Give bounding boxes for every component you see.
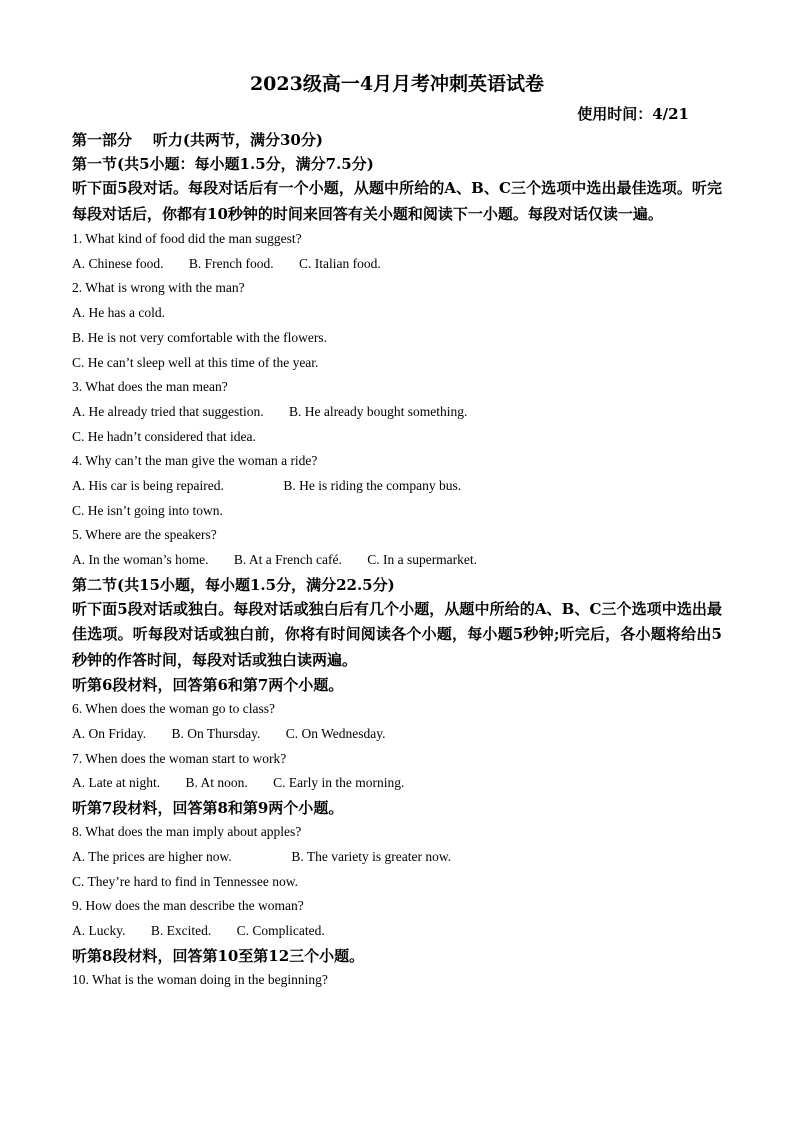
q6-option-a: A. On Friday. bbox=[72, 726, 147, 742]
q2-option-a: A. He has a cold. bbox=[72, 305, 165, 321]
q7-option-b: B. At noon. bbox=[185, 775, 248, 791]
q1-option-a: A. Chinese food. bbox=[72, 255, 164, 271]
q6-option-c: C. On Wednesday. bbox=[285, 726, 386, 742]
question-3: 3. What does the man mean? bbox=[72, 379, 228, 395]
q8-option-b: B. The variety is greater now. bbox=[291, 848, 452, 864]
q2-option-b: B. He is not very comfortable with the flowers. bbox=[72, 329, 327, 345]
question-4-options bbox=[72, 474, 722, 499]
question-9: 9. How does the man describe the woman? bbox=[72, 898, 304, 914]
q2-option-c: C. He can’t sleep well at this time of the year. bbox=[72, 354, 319, 370]
question-2: 2. What is wrong with the man? bbox=[72, 280, 245, 296]
material-8-heading: 听第8段材料，回答第10至第12三个小题。 bbox=[72, 946, 365, 965]
q8-option-c: C. They’re hard to find in Tennessee now. bbox=[72, 873, 298, 889]
question-6-options bbox=[72, 722, 722, 747]
question-3-options bbox=[72, 400, 722, 425]
material-7-heading: 听第7段材料，回答第8和第9两个小题。 bbox=[72, 799, 344, 818]
q7-option-a: A. Late at night. bbox=[72, 775, 161, 791]
q7-option-c: C. Early in the morning. bbox=[273, 775, 405, 791]
question-8-options bbox=[72, 845, 722, 870]
section1-instructions: 听下面5段对话。每段对话后有一个小题，从题中所给的A、B、C三个选项中选出最佳选项。听完每段对话后，你都有10秒钟的时间来回答有关小题和阅读下一小题。每段对话仅读一遍。 bbox=[72, 179, 722, 223]
section2-heading: 第二节(共15小题，每小题1.5分，满分22.5分) bbox=[72, 575, 395, 594]
q9-option-a: A. Lucky. bbox=[72, 922, 126, 938]
question-6: 6. When does the woman go to class? bbox=[72, 701, 275, 717]
question-4: 4. Why can’t the man give the woman a ride? bbox=[72, 453, 318, 469]
section2-instructions: 听下面5段对话或独白。每段对话或独白后有几个小题，从题中所给的A、B、C三个选项中选出最佳选项。听每段对话或独白前，你将有时间阅读各个小题，每小题5秒钟;听完后，各小题将给出5秒钟的作答时间，每段对话或独白读两遍。 bbox=[72, 599, 722, 669]
q4-option-b: B. He is riding the company bus. bbox=[283, 478, 462, 494]
q3-option-b: B. He already bought something. bbox=[288, 403, 468, 419]
section1-heading: 第一节(共5小题：每小题1.5分，满分7.5分) bbox=[72, 155, 374, 173]
question-7: 7. When does the woman start to work? bbox=[72, 750, 287, 766]
material-6-heading: 听第6段材料，回答第6和第7两个小题。 bbox=[72, 676, 344, 695]
exam-content bbox=[72, 128, 722, 992]
q3-option-c: C. He hadn’t considered that idea. bbox=[72, 428, 256, 444]
q8-option-a: A. The prices are higher now. bbox=[72, 848, 232, 864]
question-7-options bbox=[72, 771, 722, 796]
q5-option-b: B. At a French café. bbox=[233, 552, 342, 568]
usage-time: 使用时间：4/21 bbox=[577, 105, 689, 123]
q3-option-a: A. He already tried that suggestion. bbox=[72, 403, 264, 419]
question-10: 10. What is the woman doing in the beginning? bbox=[72, 971, 328, 987]
question-9-options bbox=[72, 919, 722, 944]
question-5-options bbox=[72, 548, 722, 573]
question-5: 5. Where are the speakers? bbox=[72, 527, 217, 543]
question-1: 1. What kind of food did the man suggest? bbox=[72, 231, 302, 246]
q6-option-b: B. On Thursday. bbox=[171, 726, 261, 742]
page-title: 2023级高一4月月考冲刺英语试卷 bbox=[249, 73, 545, 95]
q9-option-b: B. Excited. bbox=[150, 922, 212, 938]
q5-option-c: C. In a supermarket. bbox=[367, 552, 478, 568]
q1-option-c: C. Italian food. bbox=[299, 255, 381, 271]
q9-option-c: C. Complicated. bbox=[236, 922, 325, 938]
part1-heading: 第一部分 听力(共两节，满分30分) bbox=[72, 131, 323, 149]
q5-option-a: A. In the woman’s home. bbox=[72, 552, 209, 568]
q4-option-c: C. He isn’t going into town. bbox=[72, 502, 223, 518]
q4-option-a: A. His car is being repaired. bbox=[72, 478, 224, 494]
question-1-options bbox=[72, 252, 722, 277]
question-8: 8. What does the man imply about apples? bbox=[72, 824, 302, 840]
q1-option-b: B. French food. bbox=[188, 255, 274, 271]
